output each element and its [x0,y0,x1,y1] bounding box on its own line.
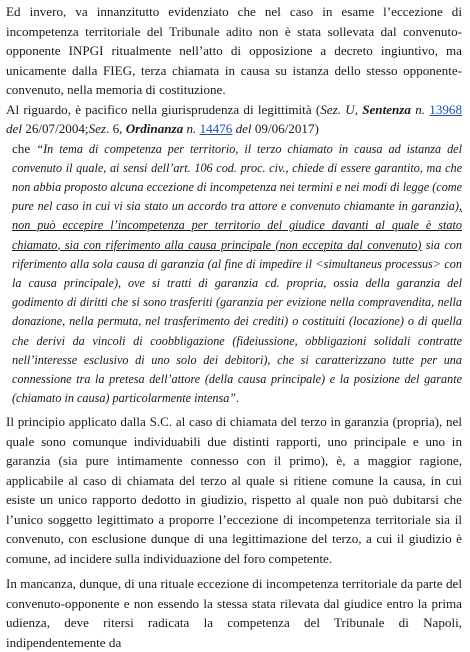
ordinanza-date: 09/06/2017) [254,121,319,136]
sentenza-date: 26/07/2004; [25,121,89,136]
quote-che: che [12,140,37,156]
number-prefix-2: n. [183,121,200,136]
section-number-1: . U, [337,101,363,117]
number-prefix-1: n. [410,101,430,117]
ordinanza-label: Ordinanza [125,121,184,136]
section-label-2: Sez [88,121,107,136]
sentenza-number-link[interactable]: 13968 [429,101,462,117]
quote-part-1: “In tema di competenza per territorio, il terzo chiamato in causa ad istanza del convenuto il quale, ai sensi dell’art. 106 cod. proc. civ., chiede di essere garantito, ma che non abbia proposto alcuna eccezione di incompetenza nei termini e nei modi di legge (come pure nel caso in cui vi sia stato un accordo tra attore e convenuto chiamante in garanzia) [12,141,462,214]
paragraph-conclusion: In mancanza, dunque, di una rituale eccezione di incompetenza territoriale da parte del convenuto-opponente e non essendo la stessa stata rilevata dal giudice entro la prima udienza, deve ritersi radicata la competenza del Tribunale di Napoli, indipendentemente da [6,576,462,650]
section-number-2: . 6, [106,121,126,136]
quote-part-2: sia con riferimento alla sola causa di garanzia (al fine di impedire il <simultaneus processus> con la causa principale), ove si tratti di garanzia cd. propria, ossia della garanzia del godimento di diritti che si sono trasferiti (garanzia per evizione nella compravendita, nella donazione, nella permuta, nel trasferimento dei crediti) o costituiti (locazione) o di quella che derivi da vincoli di coobbligazione (fideiussione, obbligazioni solidali contratte nell’interesse esclusivo di uno solo dei debitori), che si caratterizzano tutte per una connessione tra la pretesa dell’attore (della causa principale) e la posizione del garante (chiamato in causa) particolarmente intensa”. [12,237,462,406]
section-label-1: Sez [320,101,338,117]
paragraph-jurisprudence [6,100,462,139]
jurisprudence-intro: Al riguardo, è pacifico nella giurisprudenza di legittimità ( [6,101,321,117]
del-label-2: del [232,121,255,136]
quoted-principle [12,139,462,409]
ordinanza-number-link[interactable]: 14476 [199,121,233,136]
quote-underlined: , non può eccepire l’incompetenza per territorio del giudice davanti al quale è stato chiamato, sia con riferimento alla causa principale (non eccepita dal convenuto) [12,199,462,252]
paragraph-competence-exception: Ed invero, va innanzitutto evidenziato che nel caso in esame l’eccezione di incompetenza territoriale del Tribunale adito non è stata sollevata dal convenuto-opponente INPGI ritualmente nell’atto di opposizione a decreto ingiuntivo, ma unicamente dalla FIEG, terza chiamata in causa su istanza dello stesso opponente-convenuto, nella memoria di costituzione. [6,4,462,97]
del-label-1: del [6,121,26,136]
sentenza-label: Sentenza [362,101,411,117]
paragraph-principle-applied: Il principio applicato dalla S.C. al caso di chiamata del terzo in garanzia (propria), nel quale sono comunque individuabili due distinti rapporti, uno principale e uno in garanzia (sia pure intimamente connesso con il primo), è, a maggior ragione, applicabile al caso di chiamata del terzo al quale si ritiene comune la causa, in cui esiste un unico rapporto dedotto in giudizio, rispetto al quale non può dubitarsi che l’unico soggetto legittimato a proporre l’eccezione di incompetenza territoriale sia il convenuto, con esclusione dunque di una legittimazione del terzo, a cui il giudizio è comune, ad incidere sulla individuazione del foro competente. [6,414,462,566]
